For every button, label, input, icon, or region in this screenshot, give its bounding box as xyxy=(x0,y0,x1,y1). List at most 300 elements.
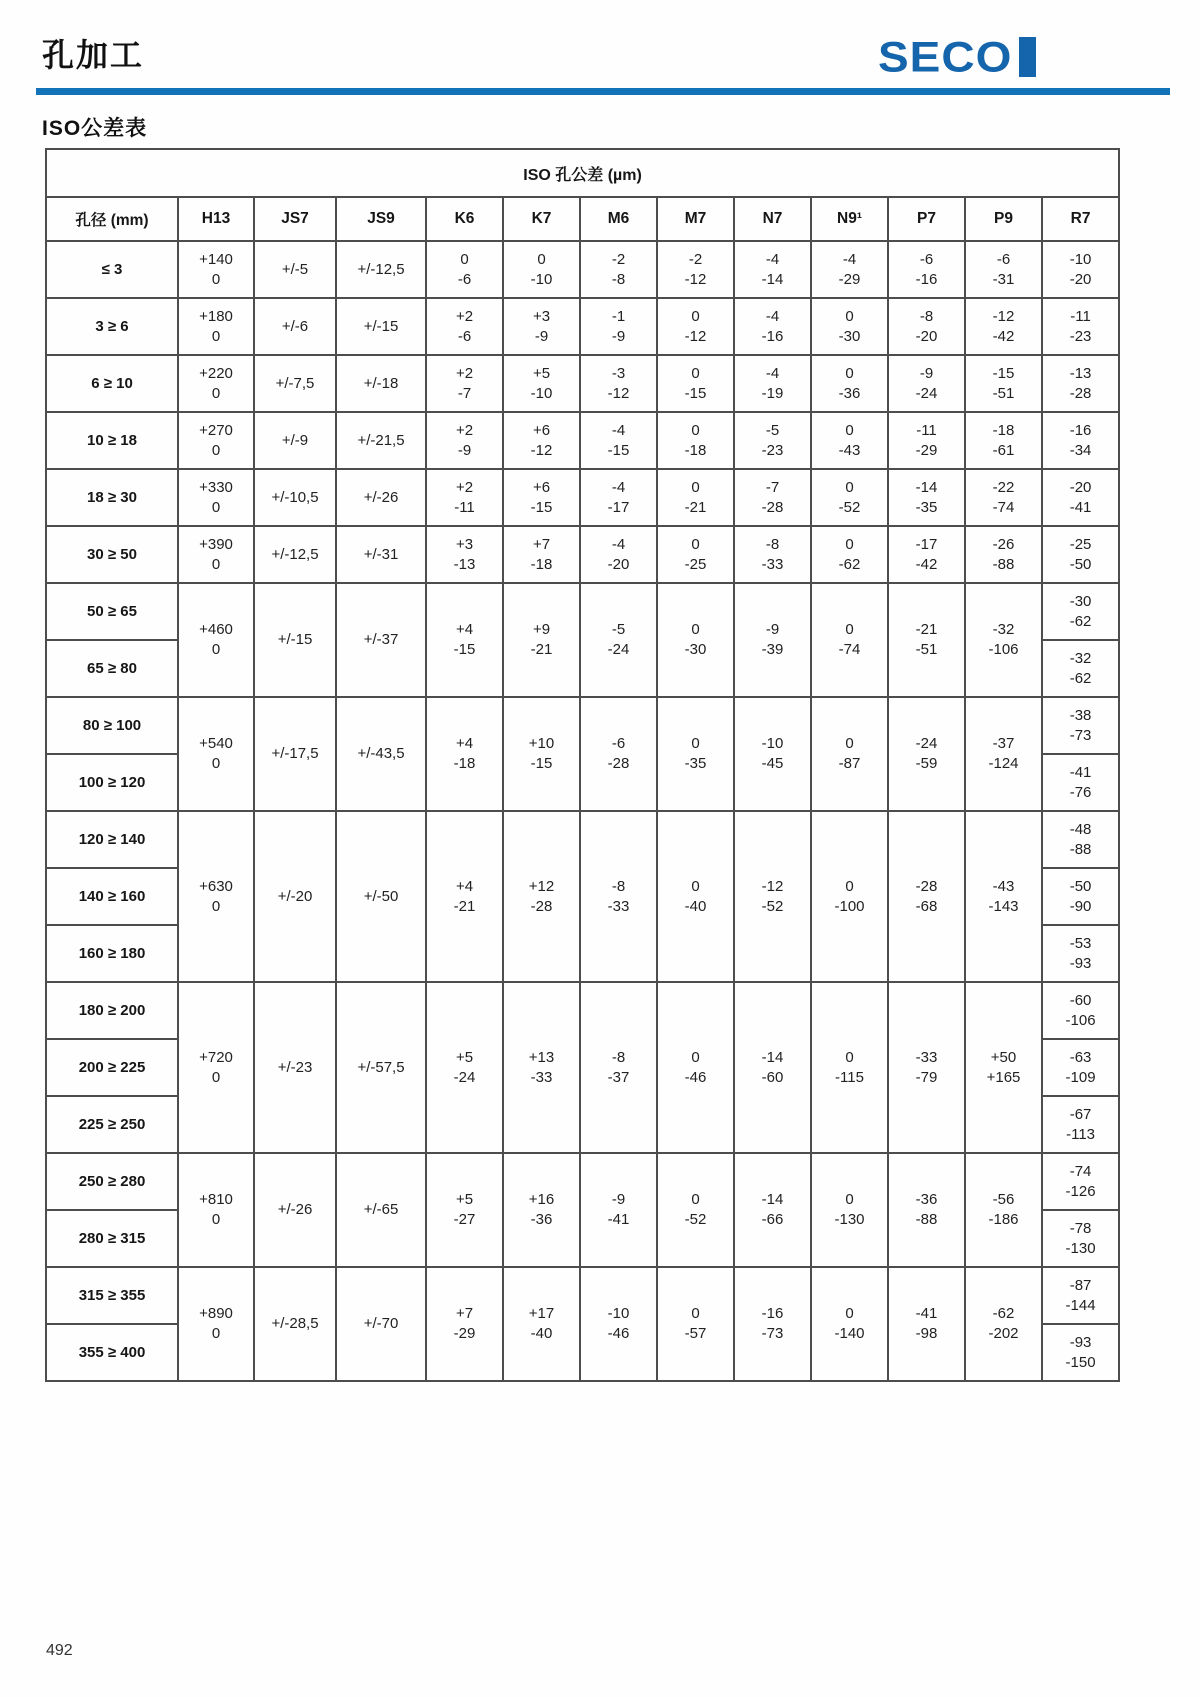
diameter-cell: 120 ≥ 140 xyxy=(46,811,178,868)
tolerance-cell-r7 xyxy=(1042,469,1119,526)
tolerance-cell xyxy=(888,298,965,355)
table-row xyxy=(46,1153,1119,1210)
tolerance-value-line: +/-15 xyxy=(363,317,399,335)
tolerance-cell xyxy=(503,1153,580,1267)
tolerance-cell xyxy=(254,1153,336,1267)
tolerance-value-line: 0 xyxy=(211,441,221,459)
tolerance-cell xyxy=(254,697,336,811)
tolerance-cell-r7 xyxy=(1042,583,1119,640)
tolerance-cell xyxy=(580,697,657,811)
diameter-cell: 250 ≥ 280 xyxy=(46,1153,178,1210)
tolerance-value-line: -59 xyxy=(915,755,938,772)
tolerance-value-line: -56 xyxy=(992,1191,1015,1208)
tolerance-value-line: -30 xyxy=(838,327,861,345)
tolerance-value-line: -39 xyxy=(761,641,784,658)
tolerance-value-line: +9 xyxy=(532,621,551,638)
tolerance-cell xyxy=(811,583,888,697)
tolerance-value-line: -33 xyxy=(761,555,784,573)
tolerance-value-line: +/-21,5 xyxy=(357,431,405,449)
tolerance-cell xyxy=(178,412,254,469)
diameter-cell: 280 ≥ 315 xyxy=(46,1210,178,1267)
tolerance-value-line: -40 xyxy=(530,1325,553,1342)
tolerance-value-line: -10 xyxy=(530,384,553,402)
tolerance-value-line: -43 xyxy=(992,877,1015,895)
table-row xyxy=(46,583,1119,640)
tolerance-cell xyxy=(426,982,503,1153)
tolerance-value-line: -115 xyxy=(835,1068,864,1086)
tolerance-value-line: +/-43,5 xyxy=(357,745,405,762)
tolerance-cell xyxy=(503,811,580,982)
tolerance-cell xyxy=(254,298,336,355)
tolerance-value-line: +5 xyxy=(532,364,551,382)
tolerance-value-line: +5 xyxy=(455,1048,474,1066)
tolerance-value-line: +/-7,5 xyxy=(275,374,315,392)
tolerance-value-line: -14 xyxy=(761,1048,784,1066)
tolerance-cell xyxy=(336,1153,426,1267)
tolerance-value-line: -88 xyxy=(915,1211,938,1228)
tolerance-value-line: -26 xyxy=(992,535,1015,553)
tolerance-value-line: 0 xyxy=(845,621,854,638)
tolerance-cell xyxy=(178,1267,254,1381)
tolerance-value-line: -4 xyxy=(611,478,626,496)
tolerance-cell xyxy=(426,412,503,469)
diameter-cell: 65 ≥ 80 xyxy=(46,640,178,697)
table-row xyxy=(46,1267,1119,1324)
tolerance-value-line: -30 xyxy=(1069,592,1092,610)
diameter-cell: 10 ≥ 18 xyxy=(46,412,178,469)
tolerance-cell xyxy=(426,298,503,355)
column-header-N9: N9¹ xyxy=(811,197,888,241)
tolerance-value-line: -52 xyxy=(838,498,861,516)
tolerance-value-line: -3 xyxy=(611,364,626,382)
tolerance-value-line: -36 xyxy=(838,384,861,402)
tolerance-cell-r7 xyxy=(1042,1039,1119,1096)
tolerance-cell xyxy=(336,298,426,355)
tolerance-value-line: 0 xyxy=(211,1325,221,1342)
tolerance-cell xyxy=(734,469,811,526)
column-header-JS9: JS9 xyxy=(336,197,426,241)
tolerance-value-line: 0 xyxy=(211,1211,221,1228)
tolerance-value-line: -18 xyxy=(530,555,553,573)
tolerance-value-line: +165 xyxy=(986,1068,1021,1086)
tolerance-value-line: -9 xyxy=(534,327,549,345)
tolerance-value-line: +6 xyxy=(532,478,551,496)
tolerance-value-line: -11 xyxy=(1070,307,1091,325)
tolerance-value-line: +330 xyxy=(199,478,233,496)
tolerance-value-line: -4 xyxy=(611,535,626,553)
tolerance-cell xyxy=(336,526,426,583)
tolerance-value-line: -4 xyxy=(611,421,626,439)
tolerance-cell xyxy=(178,811,254,982)
tolerance-value-line: -46 xyxy=(607,1325,630,1342)
seco-logo-text: SECO xyxy=(878,33,1013,81)
tolerance-value-line: -41 xyxy=(607,1211,630,1228)
diameter-cell: 80 ≥ 100 xyxy=(46,697,178,754)
tolerance-value-line: +/-28,5 xyxy=(271,1315,319,1332)
tolerance-cell xyxy=(426,526,503,583)
tolerance-value-line: -14 xyxy=(761,1191,784,1208)
tolerance-value-line: +810 xyxy=(199,1191,233,1208)
tolerance-cell xyxy=(965,1153,1042,1267)
tolerance-cell xyxy=(734,412,811,469)
tolerance-value-line: -27 xyxy=(453,1211,476,1228)
tolerance-cell xyxy=(734,355,811,412)
tolerance-value-line: -68 xyxy=(915,897,938,915)
tolerance-value-line: -15 xyxy=(684,384,707,402)
tolerance-cell xyxy=(811,298,888,355)
tolerance-value-line: -33 xyxy=(530,1068,553,1086)
tolerance-value-line: +10 xyxy=(528,735,555,752)
column-header-H13: H13 xyxy=(178,197,254,241)
tolerance-cell xyxy=(503,355,580,412)
table-row xyxy=(46,355,1119,412)
tolerance-cell xyxy=(965,241,1042,298)
tolerance-value-line: -46 xyxy=(684,1068,707,1086)
tolerance-cell-r7 xyxy=(1042,1153,1119,1210)
tolerance-value-line: +17 xyxy=(528,1305,555,1322)
tolerance-value-line: -10 xyxy=(1069,250,1092,268)
tolerance-cell xyxy=(178,355,254,412)
tolerance-cell xyxy=(426,583,503,697)
tolerance-value-line: -66 xyxy=(761,1211,784,1228)
tolerance-cell-r7 xyxy=(1042,355,1119,412)
tolerance-cell xyxy=(254,526,336,583)
column-header-M6: M6 xyxy=(580,197,657,241)
tolerance-value-line: 0 xyxy=(691,735,700,752)
tolerance-cell xyxy=(580,811,657,982)
tolerance-value-line: -9 xyxy=(457,441,472,459)
tolerance-value-line: -37 xyxy=(992,735,1015,752)
table-row xyxy=(46,412,1119,469)
tolerance-cell xyxy=(965,697,1042,811)
diameter-cell: 160 ≥ 180 xyxy=(46,925,178,982)
tolerance-value-line: -9 xyxy=(611,1191,626,1208)
tolerance-cell xyxy=(811,241,888,298)
tolerance-cell xyxy=(580,982,657,1153)
tolerance-value-line: 0 xyxy=(211,270,221,288)
tolerance-cell xyxy=(811,469,888,526)
tolerance-cell xyxy=(580,412,657,469)
tolerance-value-line: -14 xyxy=(761,270,784,288)
tolerance-value-line: +540 xyxy=(199,735,233,752)
tolerance-value-line: -25 xyxy=(684,555,707,573)
tolerance-value-line: -31 xyxy=(992,270,1015,288)
table-row xyxy=(46,241,1119,298)
tolerance-value-line: -12 xyxy=(530,441,553,459)
tolerance-value-line: +7 xyxy=(532,535,551,553)
tolerance-cell xyxy=(254,241,336,298)
tolerance-cell-r7 xyxy=(1042,298,1119,355)
column-header-K6: K6 xyxy=(426,197,503,241)
tolerance-value-line: -32 xyxy=(992,621,1015,638)
diameter-cell: ≤ 3 xyxy=(46,241,178,298)
tolerance-value-line: -13 xyxy=(453,555,476,573)
page-title: 孔加工 xyxy=(42,37,145,73)
tolerance-cell xyxy=(734,241,811,298)
tolerance-value-line: -43 xyxy=(838,441,861,459)
tolerance-value-line: 0 xyxy=(845,1305,854,1322)
column-header-mm: 孔径 (mm) xyxy=(46,197,178,241)
tolerance-value-line: -100 xyxy=(834,897,865,915)
tolerance-value-line: +180 xyxy=(199,307,233,325)
tolerance-cell xyxy=(657,355,734,412)
tolerance-cell xyxy=(503,469,580,526)
diameter-cell: 6 ≥ 10 xyxy=(46,355,178,412)
tolerance-value-line: -62 xyxy=(1069,669,1092,687)
tolerance-value-line: 0 xyxy=(211,327,221,345)
tolerance-value-line: -78 xyxy=(1069,1219,1092,1237)
tolerance-cell-r7 xyxy=(1042,925,1119,982)
tolerance-value-line: +5 xyxy=(455,1191,474,1208)
tolerance-cell xyxy=(734,298,811,355)
tolerance-cell-r7 xyxy=(1042,1324,1119,1381)
tolerance-cell-r7 xyxy=(1042,1210,1119,1267)
tolerance-value-line: -28 xyxy=(915,877,938,895)
tolerance-value-line: -14 xyxy=(915,478,938,496)
tolerance-value-line: -16 xyxy=(1069,421,1092,439)
tolerance-value-line: +390 xyxy=(199,535,233,553)
tolerance-value-line: -7 xyxy=(457,384,472,402)
tolerance-cell-r7 xyxy=(1042,1096,1119,1153)
tolerance-value-line: +/-26 xyxy=(363,488,399,506)
tolerance-cell xyxy=(888,241,965,298)
tolerance-value-line: -5 xyxy=(765,421,780,439)
tolerance-cell xyxy=(580,1267,657,1381)
tolerance-value-line: -48 xyxy=(1069,820,1092,838)
tolerance-cell xyxy=(965,1267,1042,1381)
tolerance-value-line: +890 xyxy=(199,1305,233,1322)
tolerance-value-line: -15 xyxy=(453,641,476,658)
tolerance-value-line: 0 xyxy=(460,250,469,268)
tolerance-value-line: -28 xyxy=(1069,384,1092,402)
tolerance-value-line: -22 xyxy=(992,478,1015,496)
tolerance-value-line: -10 xyxy=(607,1305,630,1322)
tolerance-value-line: +630 xyxy=(199,877,233,895)
tolerance-value-line: -23 xyxy=(1069,327,1092,345)
tolerance-cell xyxy=(178,526,254,583)
tolerance-value-line: 0 xyxy=(211,755,221,772)
tolerance-value-line: -24 xyxy=(607,641,630,658)
tolerance-value-line: -18 xyxy=(684,441,707,459)
tolerance-value-line: -186 xyxy=(988,1211,1019,1228)
tolerance-value-line: +270 xyxy=(199,421,233,439)
tolerance-cell-r7 xyxy=(1042,868,1119,925)
tolerance-value-line: -41 xyxy=(915,1305,938,1322)
tolerance-value-line: -4 xyxy=(765,250,780,268)
tolerance-value-line: 0 xyxy=(845,877,854,895)
tolerance-value-line: 0 xyxy=(211,384,221,402)
tolerance-value-line: -62 xyxy=(992,1305,1015,1322)
tolerance-value-line: -13 xyxy=(1069,364,1092,382)
tolerance-value-line: -15 xyxy=(607,441,630,459)
tolerance-value-line: 0 xyxy=(211,498,221,516)
tolerance-value-line: -8 xyxy=(611,1048,626,1066)
tolerance-value-line: -16 xyxy=(761,1305,784,1322)
tolerance-value-line: 0 xyxy=(691,1305,700,1322)
tolerance-value-line: -4 xyxy=(765,364,780,382)
tolerance-value-line: -6 xyxy=(919,250,934,268)
tolerance-value-line: -11 xyxy=(916,421,937,439)
tolerance-value-line: -20 xyxy=(1069,478,1092,496)
table-row xyxy=(46,526,1119,583)
tolerance-value-line: -29 xyxy=(838,270,861,288)
tolerance-value-line: -17 xyxy=(607,498,630,516)
tolerance-value-line: -20 xyxy=(607,555,630,573)
tolerance-cell xyxy=(336,469,426,526)
tolerance-value-line: -76 xyxy=(1069,783,1092,801)
tolerance-value-line: -202 xyxy=(988,1325,1019,1342)
tolerance-value-line: -40 xyxy=(684,897,707,915)
tolerance-value-line: -21 xyxy=(453,897,476,915)
tolerance-value-line: -6 xyxy=(611,735,626,752)
tolerance-value-line: -21 xyxy=(915,621,938,638)
tolerance-value-line: -12 xyxy=(684,270,707,288)
diameter-cell: 18 ≥ 30 xyxy=(46,469,178,526)
tolerance-value-line: -10 xyxy=(761,735,784,752)
tolerance-value-line: -57 xyxy=(684,1325,707,1342)
tolerance-value-line: -4 xyxy=(765,307,780,325)
tolerance-value-line: -9 xyxy=(765,621,780,638)
tolerance-cell-r7 xyxy=(1042,412,1119,469)
section-title: ISO公差表 xyxy=(42,117,148,140)
tolerance-cell xyxy=(178,982,254,1153)
tolerance-cell xyxy=(888,1267,965,1381)
tolerance-cell xyxy=(734,526,811,583)
tolerance-value-line: -88 xyxy=(992,555,1015,573)
column-header-N7: N7 xyxy=(734,197,811,241)
tolerance-value-line: -12 xyxy=(992,307,1015,325)
tolerance-value-line: 0 xyxy=(691,421,700,439)
iso-table xyxy=(45,148,1120,1382)
tolerance-value-line: -62 xyxy=(1069,612,1092,630)
tolerance-value-line: -52 xyxy=(761,897,784,915)
diameter-cell: 30 ≥ 50 xyxy=(46,526,178,583)
tolerance-value-line: -36 xyxy=(915,1191,938,1208)
tolerance-value-line: +140 xyxy=(199,250,233,268)
tolerance-value-line: -17 xyxy=(915,535,938,553)
tolerance-cell xyxy=(503,1267,580,1381)
tolerance-value-line: -20 xyxy=(1069,270,1092,288)
tolerance-cell xyxy=(336,982,426,1153)
tolerance-value-line: -25 xyxy=(1069,535,1092,553)
tolerance-value-line: -41 xyxy=(1069,498,1092,516)
tolerance-value-line: -51 xyxy=(915,641,938,658)
tolerance-cell-r7 xyxy=(1042,1267,1119,1324)
tolerance-value-line: +/-65 xyxy=(363,1201,399,1218)
tolerance-value-line: 0 xyxy=(845,535,854,553)
tolerance-value-line: +/-12,5 xyxy=(357,260,405,278)
tolerance-value-line: -15 xyxy=(530,498,553,516)
tolerance-cell xyxy=(426,355,503,412)
tolerance-value-line: -150 xyxy=(1065,1353,1096,1371)
tolerance-cell xyxy=(888,355,965,412)
tolerance-cell xyxy=(734,982,811,1153)
table-row xyxy=(46,982,1119,1039)
tolerance-value-line: 0 xyxy=(691,621,700,638)
tolerance-cell-r7 xyxy=(1042,754,1119,811)
column-header-P7: P7 xyxy=(888,197,965,241)
tolerance-value-line: -9 xyxy=(611,327,626,345)
tolerance-cell xyxy=(336,412,426,469)
tolerance-value-line: -6 xyxy=(457,327,472,345)
diameter-cell: 3 ≥ 6 xyxy=(46,298,178,355)
tolerance-cell xyxy=(734,1267,811,1381)
tolerance-value-line: -16 xyxy=(915,270,938,288)
tolerance-value-line: +/-26 xyxy=(277,1201,313,1218)
tolerance-value-line: -62 xyxy=(838,555,861,573)
tolerance-cell xyxy=(254,1267,336,1381)
tolerance-cell xyxy=(426,1267,503,1381)
tolerance-value-line: -87 xyxy=(838,755,861,772)
tolerance-value-line: -143 xyxy=(988,897,1019,915)
tolerance-cell xyxy=(657,412,734,469)
tolerance-cell xyxy=(503,982,580,1153)
tolerance-value-line: -6 xyxy=(457,270,472,288)
tolerance-cell xyxy=(426,697,503,811)
tolerance-cell xyxy=(426,469,503,526)
tolerance-value-line: +/-10,5 xyxy=(271,488,319,506)
tolerance-cell xyxy=(965,583,1042,697)
tolerance-value-line: -4 xyxy=(842,250,857,268)
tolerance-cell xyxy=(965,526,1042,583)
tolerance-value-line: -41 xyxy=(1069,763,1092,781)
tolerance-value-line: +/-23 xyxy=(277,1058,313,1076)
logo-block-blue xyxy=(1019,37,1036,77)
tolerance-value-line: 0 xyxy=(845,735,854,752)
tolerance-value-line: +/-12,5 xyxy=(271,545,319,563)
tolerance-cell-r7 xyxy=(1042,811,1119,868)
tolerance-value-line: +4 xyxy=(455,621,474,638)
tolerance-value-line: 0 xyxy=(691,478,700,496)
tolerance-value-line: -8 xyxy=(611,270,626,288)
tolerance-value-line: -113 xyxy=(1066,1125,1096,1143)
tolerance-value-line: -21 xyxy=(684,498,707,516)
diameter-cell: 100 ≥ 120 xyxy=(46,754,178,811)
tolerance-cell xyxy=(888,412,965,469)
tolerance-value-line: -42 xyxy=(992,327,1015,345)
tolerance-cell xyxy=(254,412,336,469)
header-divider xyxy=(36,88,1170,95)
tolerance-cell xyxy=(336,241,426,298)
tolerance-cell xyxy=(254,583,336,697)
tolerance-value-line: 0 xyxy=(845,478,854,496)
tolerance-value-line: 0 xyxy=(211,555,221,573)
tolerance-cell-r7 xyxy=(1042,697,1119,754)
tolerance-value-line: -6 xyxy=(996,250,1011,268)
tolerance-value-line: +/-9 xyxy=(281,431,309,449)
tolerance-cell-r7 xyxy=(1042,640,1119,697)
tolerance-value-line: -7 xyxy=(765,478,780,496)
tolerance-cell xyxy=(965,412,1042,469)
tolerance-cell xyxy=(503,412,580,469)
tolerance-cell xyxy=(657,1153,734,1267)
diameter-cell: 50 ≥ 65 xyxy=(46,583,178,640)
tolerance-value-line: -19 xyxy=(761,384,784,402)
tolerance-value-line: 0 xyxy=(691,364,700,382)
tolerance-value-line: 0 xyxy=(691,1048,700,1066)
tolerance-value-line: 0 xyxy=(691,307,700,325)
tolerance-value-line: -15 xyxy=(992,364,1015,382)
tolerance-value-line: +3 xyxy=(455,535,474,553)
tolerance-cell xyxy=(580,298,657,355)
tolerance-value-line: 0 xyxy=(845,1191,854,1208)
tolerance-value-line: -35 xyxy=(915,498,938,516)
diameter-cell: 225 ≥ 250 xyxy=(46,1096,178,1153)
tolerance-cell xyxy=(580,1153,657,1267)
diameter-cell: 180 ≥ 200 xyxy=(46,982,178,1039)
tolerance-cell xyxy=(426,1153,503,1267)
tolerance-cell xyxy=(580,469,657,526)
